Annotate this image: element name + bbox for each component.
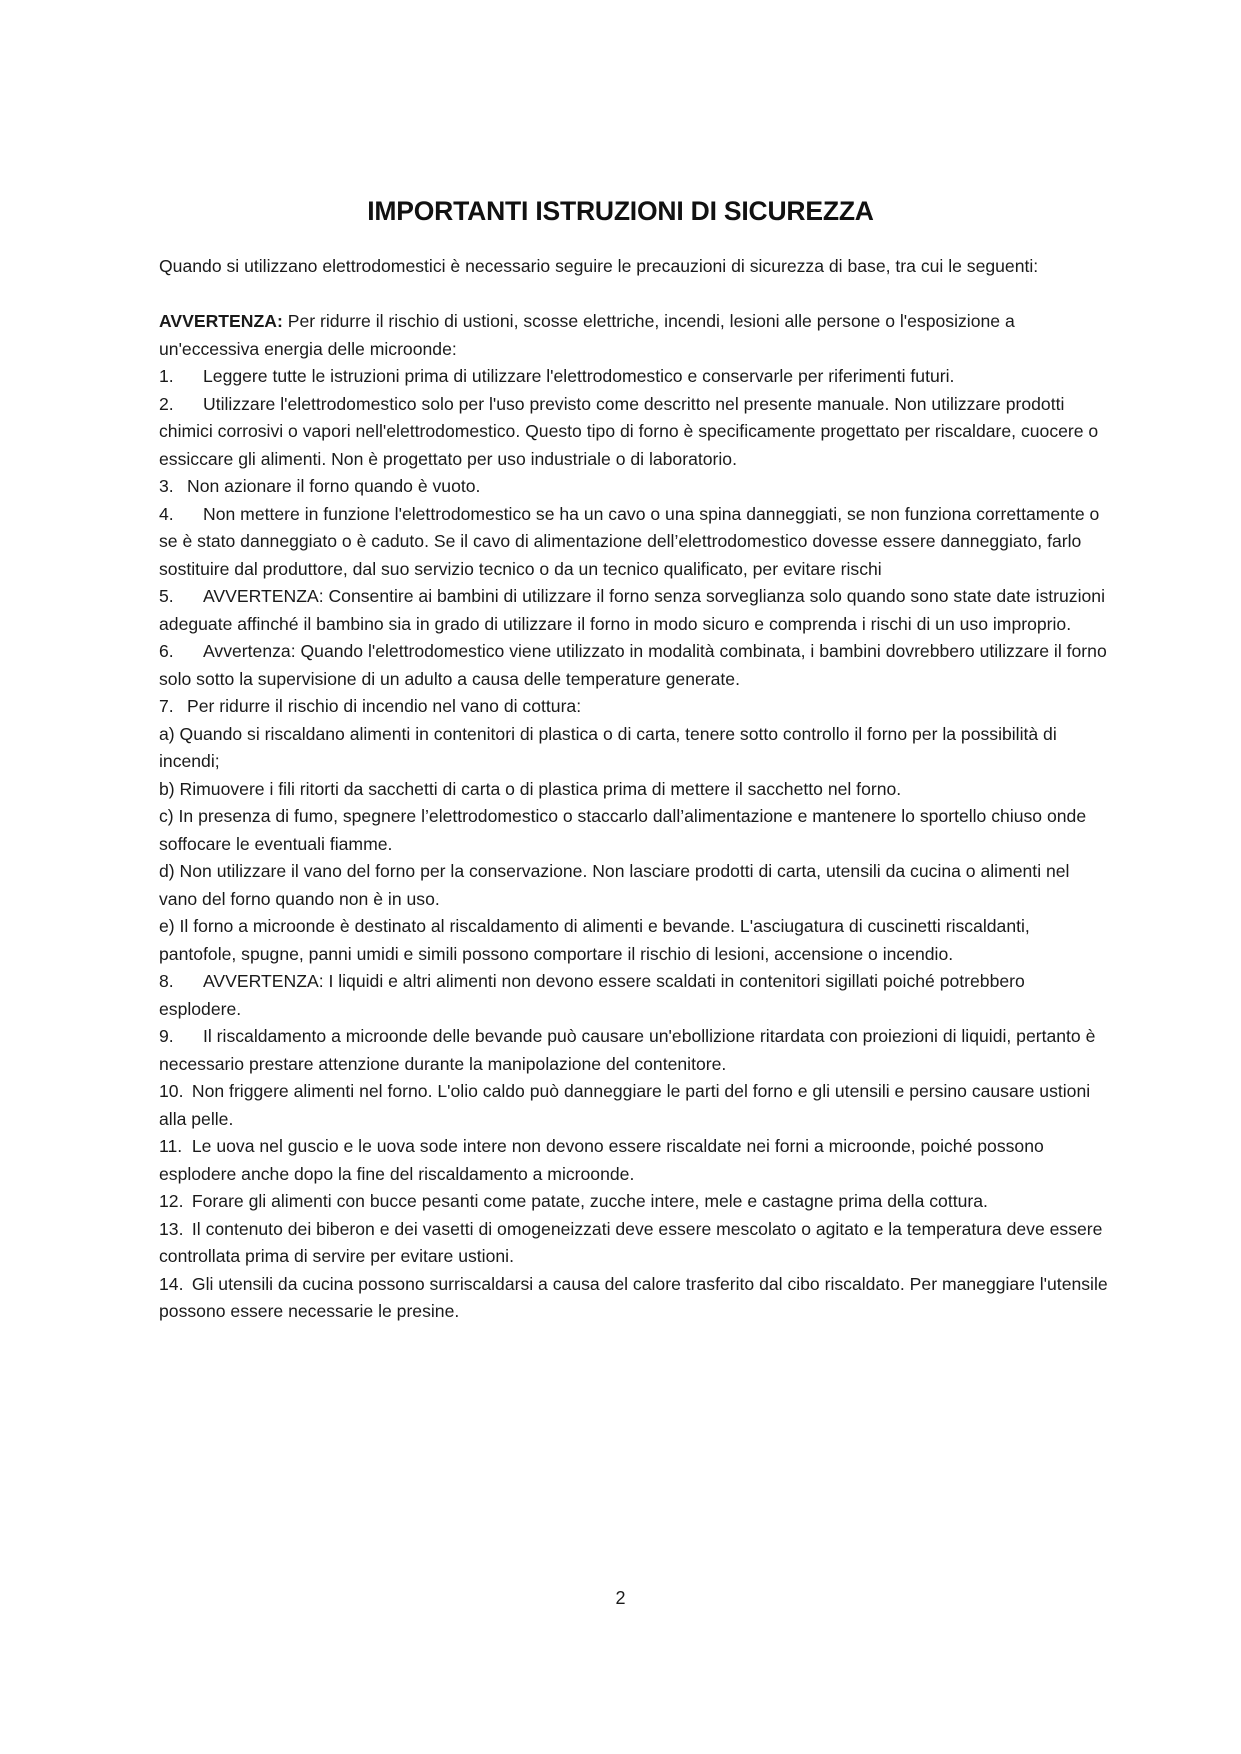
sub-item: c) In presenza di fumo, spegnere l’elettrodomestico o staccarlo dall’alimentazione e mantenere lo sportello chiuso onde soffocare le eventuali fiamme. [159,806,1087,854]
item-number: 3. [159,476,174,496]
list-item [159,363,1109,391]
item-number: 6. [159,641,174,661]
sub-item: a) Quando si riscaldano alimenti in contenitori di plastica o di carta, tenere sotto controllo il forno per la possibilità di incendi; [159,723,1057,771]
item-number: 2. [159,393,174,414]
list-item [159,1188,1109,1216]
item-text: AVVERTENZA: Consentire ai bambini di utilizzare il forno senza sorveglianza solo quando sono state date istruzioni adeguate affinché il bambino sia in grado di utilizzare il forno in modo sicuro e comprenda i rischi di un uso improprio. [159,586,1105,634]
instructions-body [159,253,1109,1326]
list-item [159,501,1109,584]
list-item [159,1133,1109,1188]
item-number: 4. [159,503,174,524]
item-text: AVVERTENZA: I liquidi e altri alimenti non devono essere scaldati in contenitori sigillati poiché potrebbero esplodere. [159,971,1025,1019]
sub-item: b) Rimuovere i fili ritorti da sacchetti di carta o di plastica prima di mettere il sacchetto nel forno. [159,778,902,799]
item-text: Per ridurre il rischio di incendio nel vano di cottura: [187,696,582,716]
list-item [159,968,1109,1023]
item-number: 11. [159,1136,183,1156]
item-number: 7. [159,696,174,716]
item-number: 10. [159,1081,184,1101]
list-item [159,391,1109,474]
item-text: Le uova nel guscio e le uova sode intere non devono essere riscaldate nei forni a microonde, poiché possono esplodere anche dopo la fine del riscaldamento a microonde. [159,1136,1044,1184]
list-item [159,1271,1109,1326]
item-number: 8. [159,971,174,991]
item-text: Gli utensili da cucina possono surriscaldarsi a causa del calore trasferito dal cibo riscaldato. Per maneggiare l'utensile possono essere necessarie le presine. [159,1273,1108,1321]
item-number: 13. [159,1218,184,1239]
item-text: Il riscaldamento a microonde delle bevande può causare un'ebollizione ritardata con proiezioni di liquidi, pertanto è necessario prestare attenzione durante la manipolazione del contenitore. [159,1026,1096,1074]
list-item [159,693,1109,721]
warning-label: AVVERTENZA: [159,311,283,331]
page-number: 2 [615,1588,626,1608]
item-text: Utilizzare l'elettrodomestico solo per l'uso previsto come descritto nel presente manuale. Non utilizzare prodotti chimici corrosivi o vapori nell'elettrodomestico. Questo tipo di forno è specificamente progettato per riscaldare, cuocere o essiccare gli alimenti. Non è progettato per uso industriale o di laboratorio. [159,393,1099,469]
paragraph-gap [159,281,1109,309]
item-text: Leggere tutte le istruzioni prima di utilizzare l'elettrodomestico e conservarle per riferimenti futuri. [203,366,955,386]
list-item [159,1023,1109,1078]
sub-item: d) Non utilizzare il vano del forno per la conservazione. Non lasciare prodotti di carta, utensili da cucina o alimenti nel vano del forno quando non è in uso. [159,861,1070,909]
list-item [159,638,1109,693]
item-number: 5. [159,586,174,606]
list-item [159,473,1109,501]
item-text: Forare gli alimenti con bucce pesanti come patate, zucche intere, mele e castagne prima della cottura. [191,1191,988,1211]
page-title: IMPORTANTI ISTRUZIONI DI SICUREZZA [367,196,874,226]
warning-paragraph [159,308,1109,363]
item-number: 12. [159,1191,184,1211]
item-number: 14. [159,1273,184,1294]
item-number: 1. [159,366,174,386]
warning-text: Per ridurre il rischio di ustioni, scosse elettriche, incendi, lesioni alle persone o l'esposizione a un'eccessiva energia delle microonde: [159,311,1015,359]
list-item [159,1216,1109,1271]
item-text: Avvertenza: Quando l'elettrodomestico viene utilizzato in modalità combinata, i bambini dovrebbero utilizzare il forno solo sotto la supervisione di un adulto a causa delle temperature generate. [159,641,1107,689]
list-item [159,583,1109,638]
item-text: Non mettere in funzione l'elettrodomestico se ha un cavo o una spina danneggiati, se non funziona correttamente o se è stato danneggiato o è caduto. Se il cavo di alimentazione dell’elettrodomestico dovesse essere danneggiato, farlo sostituire dal produttore, dal suo servizio tecnico o da un tecnico qualificato, per evitare rischi [159,503,1100,579]
list-item [159,1078,1109,1133]
item-text: Il contenuto dei biberon e dei vasetti di omogeneizzati deve essere mescolato o agitato e la temperatura deve essere controllata prima di servire per evitare ustioni. [159,1218,1103,1266]
item-text: Non azionare il forno quando è vuoto. [187,476,481,496]
item-text: Non friggere alimenti nel forno. L'olio caldo può danneggiare le parti del forno e gli utensili e persino causare ustioni alla pelle. [159,1081,1091,1129]
item-number: 9. [159,1026,174,1046]
sub-item: e) Il forno a microonde è destinato al riscaldamento di alimenti e bevande. L'asciugatura di cuscinetti riscaldanti, pantofole, spugne, panni umidi e simili possono comportare il rischio di lesioni, accensione o incendio. [159,916,1030,964]
intro-paragraph: Quando si utilizzano elettrodomestici è necessario seguire le precauzioni di sicurezza di base, tra cui le seguenti: [159,256,1039,276]
